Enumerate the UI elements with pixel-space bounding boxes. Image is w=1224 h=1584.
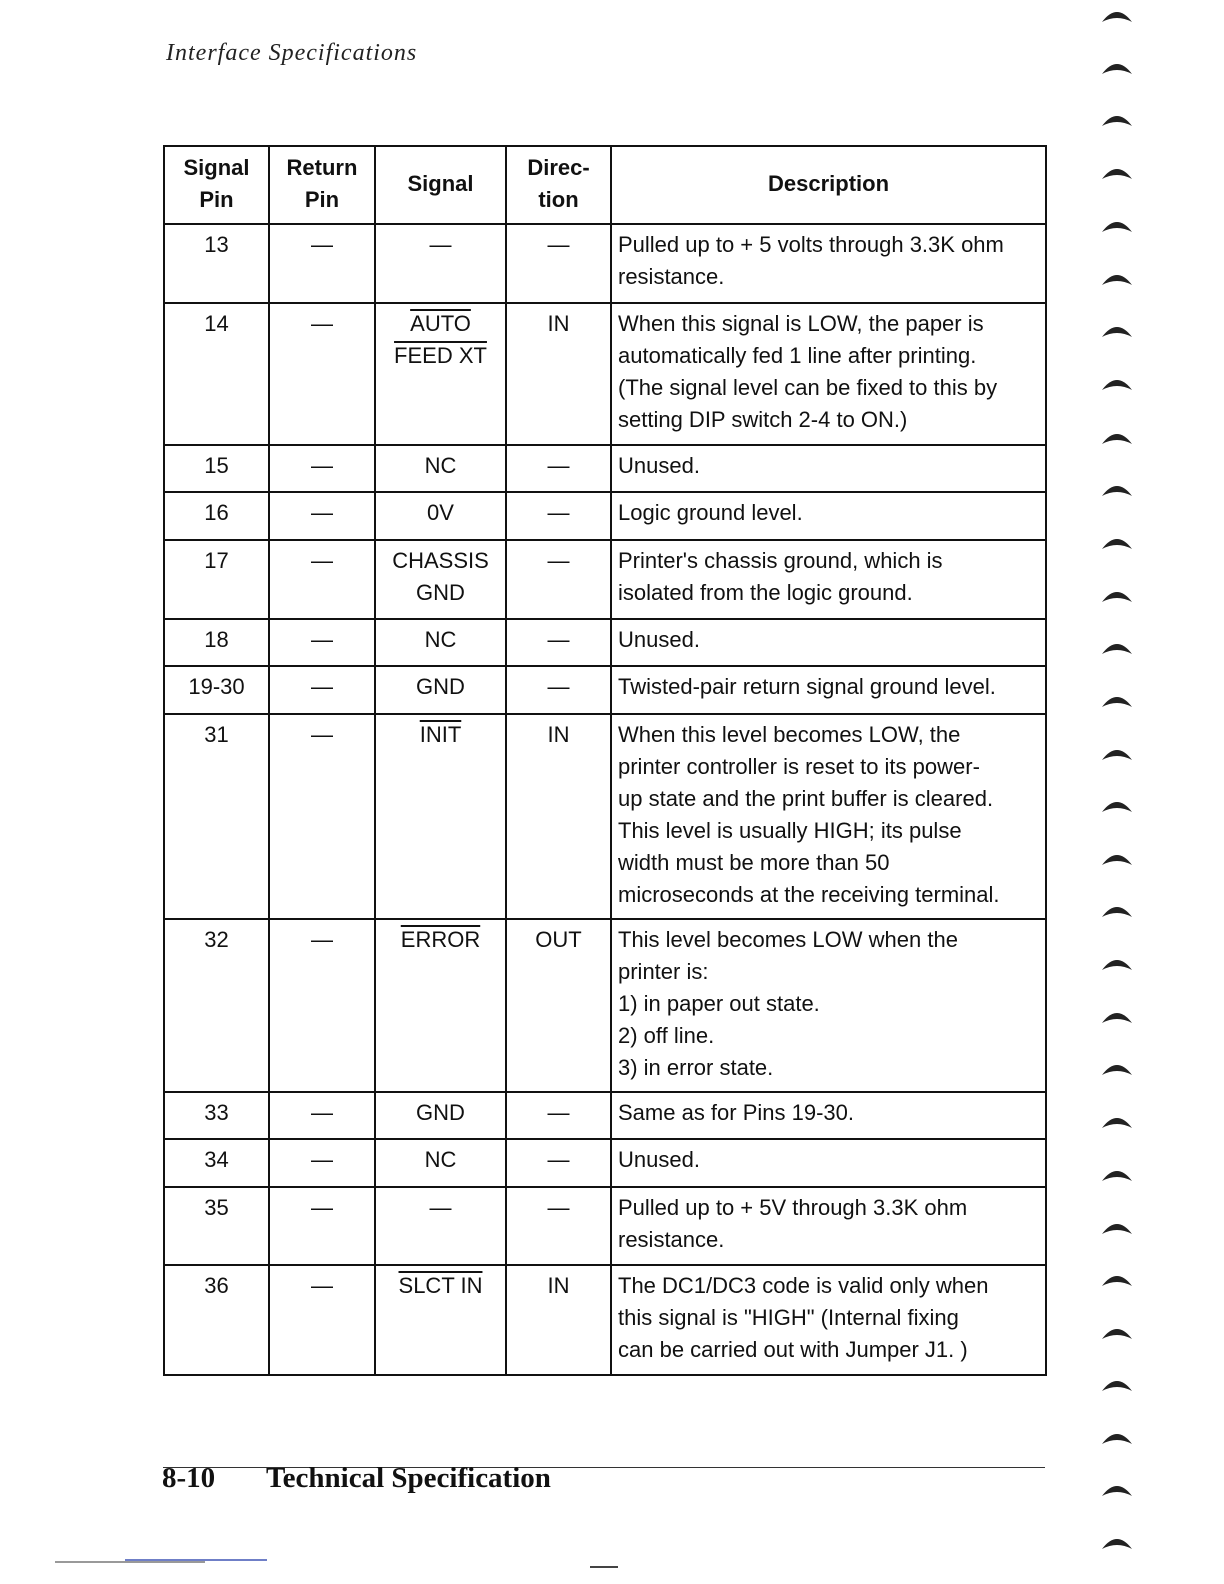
direction-cell: OUT	[506, 919, 611, 1092]
signal-pin-cell: 33	[164, 1092, 269, 1139]
description-cell	[611, 445, 1046, 492]
return-pin-cell: —	[269, 540, 375, 619]
description-cell	[611, 714, 1046, 919]
description-line: up state and the print buffer is cleared.	[618, 786, 994, 811]
binder-hole-icon	[1100, 1377, 1140, 1397]
description-line: Unused.	[618, 453, 700, 478]
binder-hole-icon	[1100, 851, 1140, 871]
signal-name-cell	[375, 445, 506, 492]
table-row	[164, 1139, 1046, 1187]
signal-name-line: —	[429, 232, 452, 257]
signal-name-cell	[375, 1139, 506, 1187]
col-header-return-pin: Return Pin	[269, 146, 375, 224]
signal-name-cell	[375, 666, 506, 714]
signal-name-line: ERROR	[400, 927, 481, 952]
return-pin-cell: —	[269, 1139, 375, 1187]
direction-cell: IN	[506, 303, 611, 445]
signal-name-cell	[375, 619, 506, 666]
description-line: Unused.	[618, 1147, 700, 1172]
description-cell	[611, 1265, 1046, 1375]
binder-hole-icon	[1100, 1482, 1140, 1502]
signal-name-line: FEED XT	[394, 343, 487, 368]
binder-hole-icon	[1100, 271, 1140, 291]
table-row	[164, 919, 1046, 1092]
col-header-signal: Signal	[375, 146, 506, 224]
table-body	[164, 224, 1046, 1375]
direction-cell: —	[506, 1187, 611, 1265]
signal-name-cell	[375, 919, 506, 1092]
binder-hole-icon	[1100, 218, 1140, 238]
return-pin-cell: —	[269, 1092, 375, 1139]
scan-edge-mark	[590, 1566, 618, 1568]
signal-name-cell	[375, 540, 506, 619]
interface-signal-table	[163, 145, 1047, 1376]
description-line: When this signal is LOW, the paper is	[618, 311, 984, 336]
signal-name-line: CHASSIS	[392, 548, 489, 573]
description-line: automatically fed 1 line after printing.	[618, 343, 977, 368]
binder-hole-icon	[1100, 1009, 1140, 1029]
binder-hole-icon	[1100, 746, 1140, 766]
direction-cell: —	[506, 224, 611, 303]
table-row	[164, 714, 1046, 919]
description-line: resistance.	[618, 264, 725, 289]
signal-name-line: INIT	[419, 722, 462, 747]
binder-hole-icon	[1100, 323, 1140, 343]
signal-pin-cell: 36	[164, 1265, 269, 1375]
return-pin-cell: —	[269, 445, 375, 492]
running-head-title: Interface Specifications	[166, 40, 418, 66]
signal-name-line: NC	[424, 1147, 457, 1172]
return-pin-cell: —	[269, 666, 375, 714]
binder-hole-icon	[1100, 482, 1140, 502]
description-line: This level becomes LOW when the	[618, 927, 958, 952]
signal-name-line: NC	[424, 627, 457, 652]
binder-hole-icon	[1100, 588, 1140, 608]
direction-cell: —	[506, 445, 611, 492]
description-cell	[611, 1187, 1046, 1265]
signal-name-line: GND	[416, 1100, 465, 1125]
description-line: width must be more than 50	[618, 850, 890, 875]
signal-name-line: SLCT IN	[398, 1273, 483, 1298]
binder-hole-icon	[1100, 8, 1140, 28]
signal-pin-cell: 18	[164, 619, 269, 666]
binder-hole-icon	[1100, 535, 1140, 555]
signal-name-line: GND	[416, 580, 465, 605]
direction-cell: —	[506, 540, 611, 619]
binder-hole-icon	[1100, 1114, 1140, 1134]
direction-cell: —	[506, 492, 611, 540]
direction-cell: —	[506, 1139, 611, 1187]
signal-name-cell	[375, 492, 506, 540]
return-pin-cell: —	[269, 303, 375, 445]
description-line: Unused.	[618, 627, 700, 652]
return-pin-cell: —	[269, 1187, 375, 1265]
binder-hole-icon	[1100, 60, 1140, 80]
binder-hole-icon	[1100, 693, 1140, 713]
binder-hole-icon	[1100, 376, 1140, 396]
page-footer	[162, 1462, 551, 1495]
return-pin-cell: —	[269, 1265, 375, 1375]
description-cell	[611, 1092, 1046, 1139]
description-line: Pulled up to + 5 volts through 3.3K ohm	[618, 232, 1004, 257]
description-line: can be carried out with Jumper J1. )	[618, 1337, 968, 1362]
table-row	[164, 619, 1046, 666]
description-cell	[611, 619, 1046, 666]
direction-cell: IN	[506, 714, 611, 919]
table-row	[164, 492, 1046, 540]
signal-pin-cell: 14	[164, 303, 269, 445]
binder-hole-icon	[1100, 165, 1140, 185]
col-header-direction: Direc- tion	[506, 146, 611, 224]
signal-pin-cell: 13	[164, 224, 269, 303]
description-line: (The signal level can be fixed to this by	[618, 375, 998, 400]
description-line: 1) in paper out state.	[618, 991, 820, 1016]
description-line: printer is:	[618, 959, 709, 984]
description-cell	[611, 919, 1046, 1092]
signal-name-cell	[375, 224, 506, 303]
table-row	[164, 540, 1046, 619]
table-row	[164, 1092, 1046, 1139]
return-pin-cell: —	[269, 714, 375, 919]
signal-pin-cell: 31	[164, 714, 269, 919]
description-cell	[611, 666, 1046, 714]
description-line: isolated from the logic ground.	[618, 580, 913, 605]
binder-hole-icon	[1100, 1430, 1140, 1450]
table-row	[164, 303, 1046, 445]
scan-edge-line	[55, 1561, 205, 1563]
description-cell	[611, 303, 1046, 445]
table-row	[164, 1187, 1046, 1265]
description-cell	[611, 1139, 1046, 1187]
description-line: Twisted-pair return signal ground level.	[618, 674, 996, 699]
binder-hole-icon	[1100, 903, 1140, 923]
description-line: setting DIP switch 2-4 to ON.)	[618, 407, 908, 432]
return-pin-cell: —	[269, 619, 375, 666]
signal-pin-cell: 19-30	[164, 666, 269, 714]
signal-name-line: —	[429, 1195, 452, 1220]
table-row	[164, 666, 1046, 714]
table-row	[164, 224, 1046, 303]
binder-hole-icon	[1100, 1535, 1140, 1555]
signal-name-cell	[375, 303, 506, 445]
scan-edge-line-blue	[125, 1559, 267, 1561]
signal-name-line: 0V	[427, 500, 454, 525]
table-row	[164, 1265, 1046, 1375]
binder-hole-icon	[1100, 1061, 1140, 1081]
signal-pin-cell: 35	[164, 1187, 269, 1265]
col-header-signal-pin: Signal Pin	[164, 146, 269, 224]
direction-cell: —	[506, 1092, 611, 1139]
description-line: Pulled up to + 5V through 3.3K ohm	[618, 1195, 968, 1220]
signal-pin-cell: 34	[164, 1139, 269, 1187]
col-header-description: Description	[611, 146, 1046, 224]
binder-hole-icon	[1100, 1325, 1140, 1345]
description-cell	[611, 224, 1046, 303]
binder-hole-icon	[1100, 112, 1140, 132]
signal-name-line: AUTO	[410, 311, 471, 336]
description-line: This level is usually HIGH; its pulse	[618, 818, 962, 843]
description-line: Printer's chassis ground, which is	[618, 548, 943, 573]
binder-hole-icon	[1100, 1220, 1140, 1240]
direction-cell: —	[506, 666, 611, 714]
signal-name-cell	[375, 714, 506, 919]
description-line: this signal is "HIGH" (Internal fixing	[618, 1305, 959, 1330]
signal-name-cell	[375, 1092, 506, 1139]
description-line: Same as for Pins 19-30.	[618, 1100, 855, 1125]
return-pin-cell: —	[269, 919, 375, 1092]
description-line: 2) off line.	[618, 1023, 715, 1048]
direction-cell: —	[506, 619, 611, 666]
signal-name-cell	[375, 1187, 506, 1265]
signal-pin-cell: 15	[164, 445, 269, 492]
binder-hole-icon	[1100, 640, 1140, 660]
description-line: resistance.	[618, 1227, 725, 1252]
direction-cell: IN	[506, 1265, 611, 1375]
binder-hole-icon	[1100, 956, 1140, 976]
signal-pin-cell: 16	[164, 492, 269, 540]
description-line: microseconds at the receiving terminal.	[618, 882, 1000, 907]
binder-hole-icon	[1100, 798, 1140, 818]
signal-pin-cell: 17	[164, 540, 269, 619]
binder-hole-icon	[1100, 1272, 1140, 1292]
signal-name-line: GND	[416, 674, 465, 699]
page-number: 8-10	[162, 1462, 216, 1494]
description-line: The DC1/DC3 code is valid only when	[618, 1273, 989, 1298]
description-cell	[611, 492, 1046, 540]
signal-name-cell	[375, 1265, 506, 1375]
table-header-row	[164, 146, 1046, 224]
binder-hole-icon	[1100, 430, 1140, 450]
table-row	[164, 445, 1046, 492]
description-line: When this level becomes LOW, the	[618, 722, 961, 747]
description-line: Logic ground level.	[618, 500, 803, 525]
binder-hole-icon	[1100, 1167, 1140, 1187]
return-pin-cell: —	[269, 224, 375, 303]
chapter-title: Technical Specification	[266, 1462, 551, 1494]
signal-name-line: NC	[424, 453, 457, 478]
return-pin-cell: —	[269, 492, 375, 540]
signal-pin-cell: 32	[164, 919, 269, 1092]
description-cell	[611, 540, 1046, 619]
description-line: 3) in error state.	[618, 1055, 774, 1080]
description-line: printer controller is reset to its power-	[618, 754, 980, 779]
